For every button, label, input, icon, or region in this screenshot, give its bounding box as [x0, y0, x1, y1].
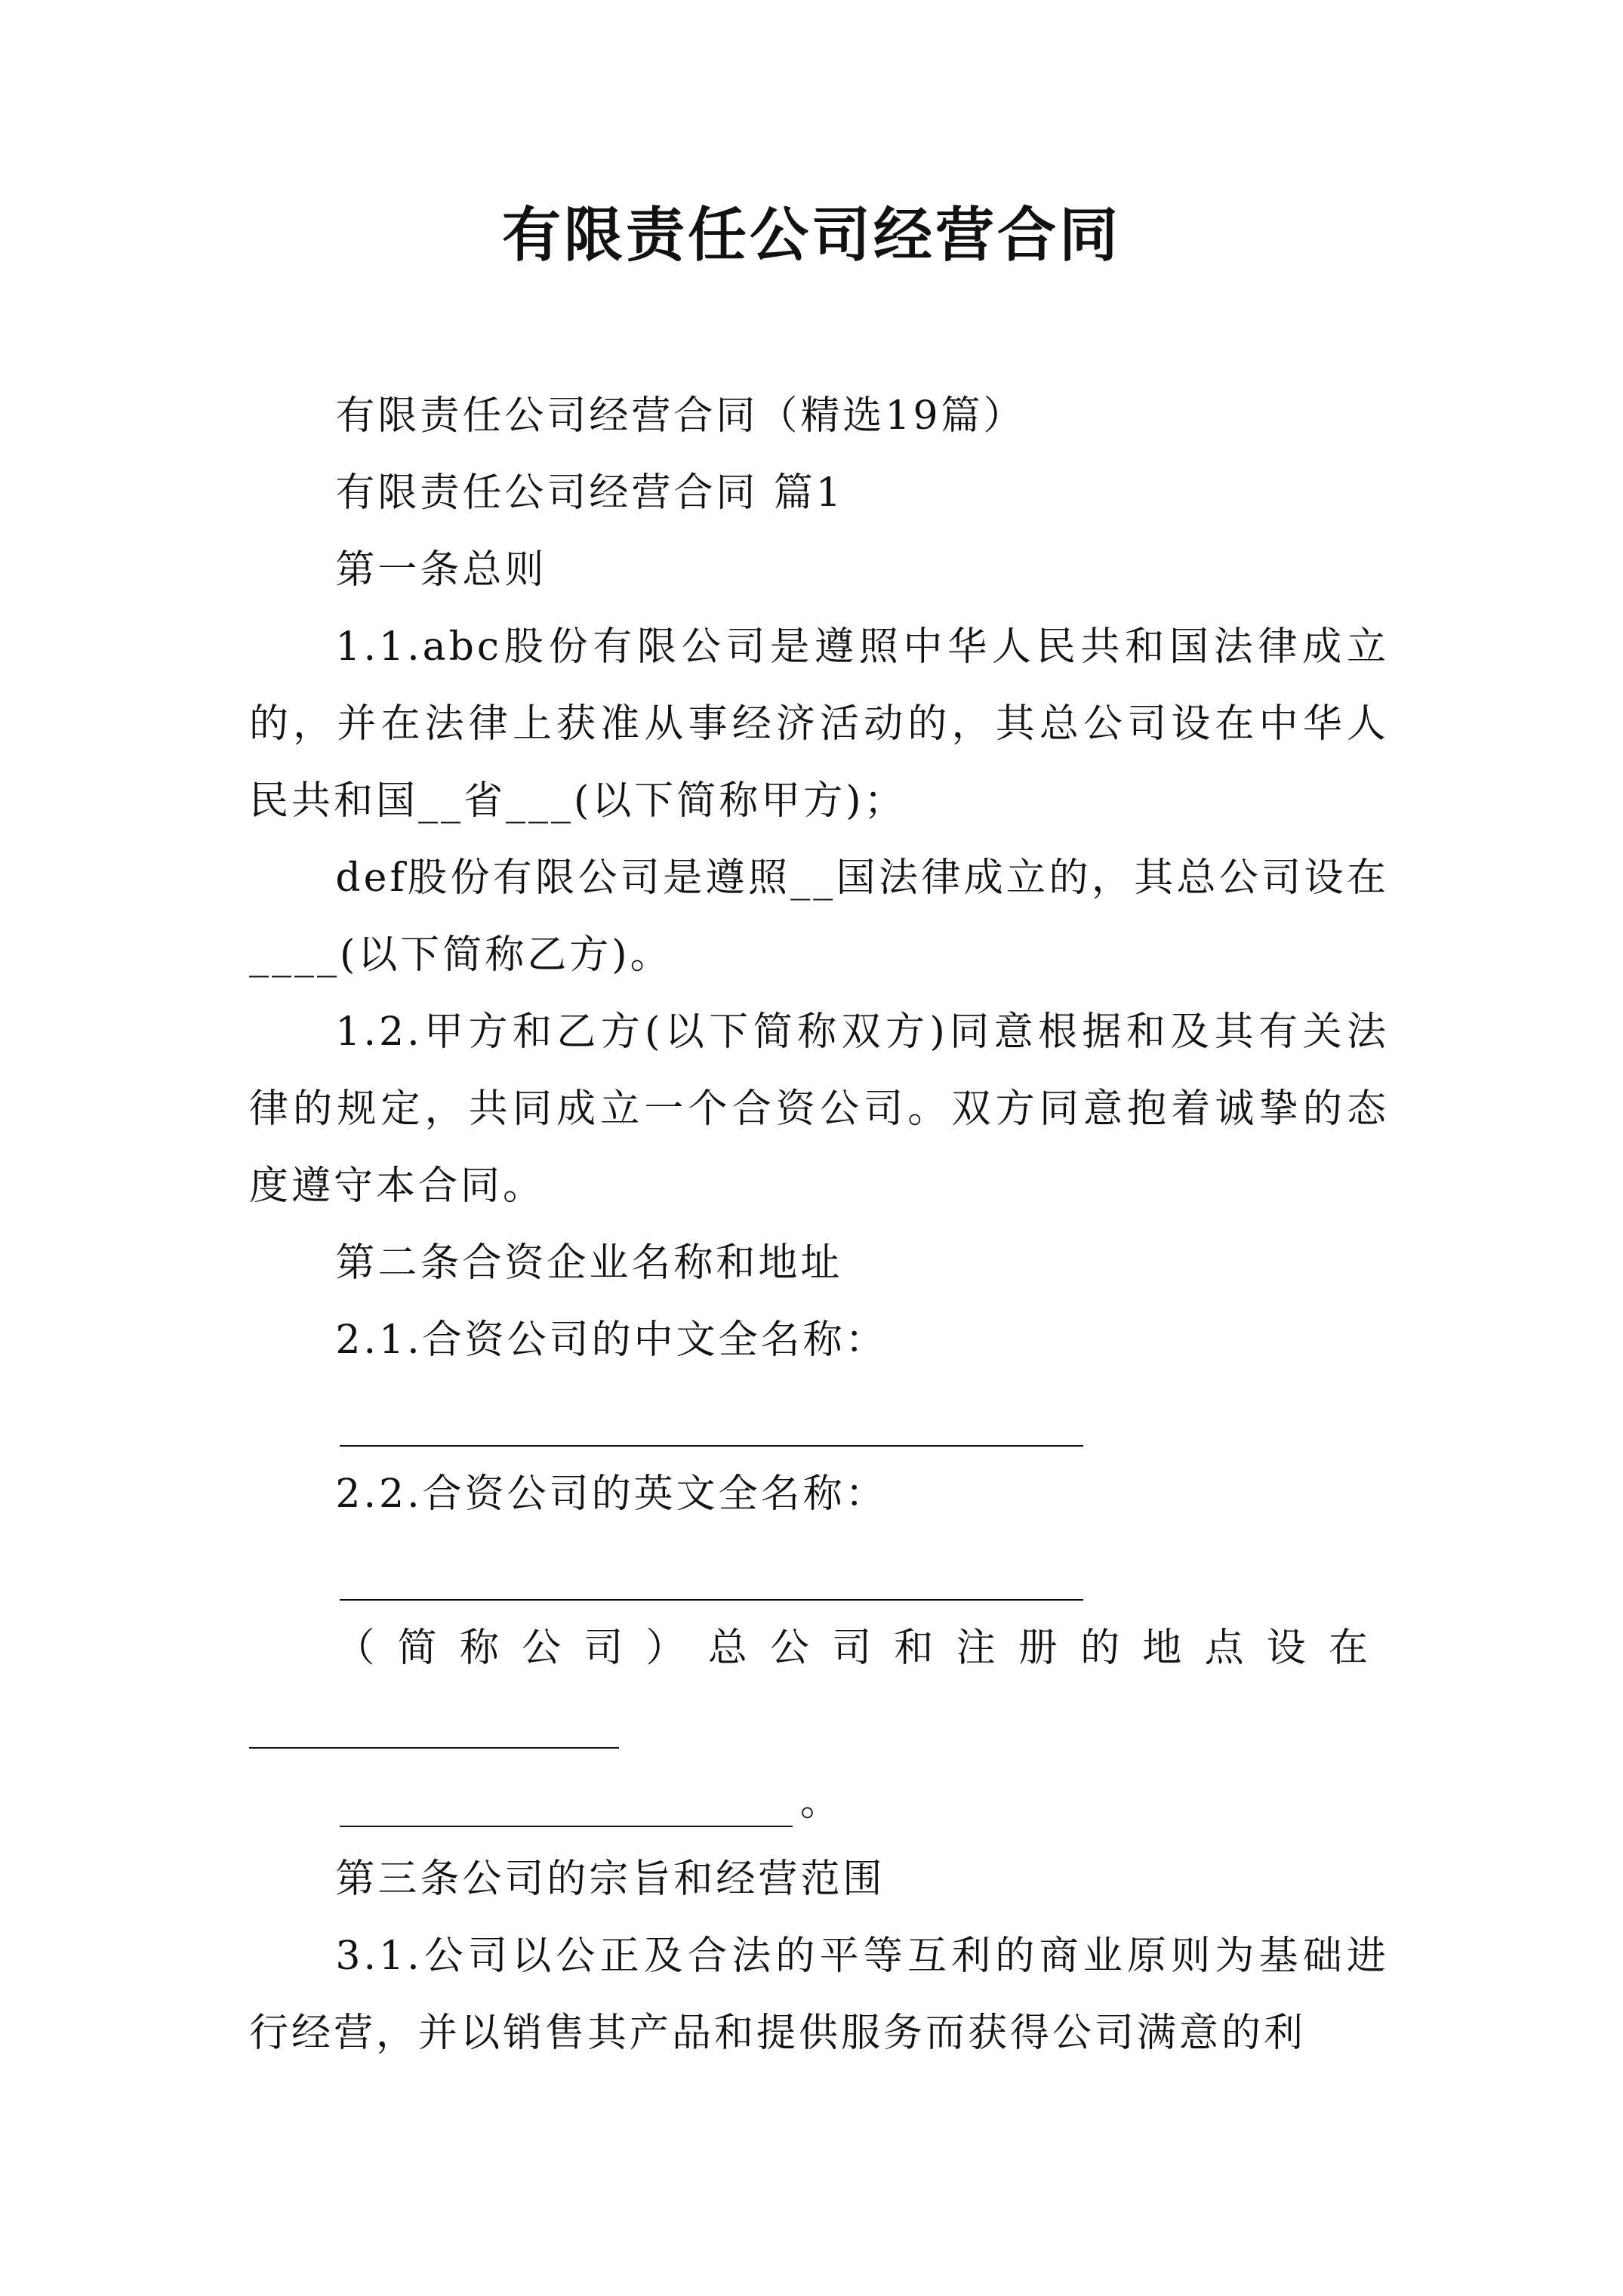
paragraph-section-heading: 有限责任公司经营合同 篇1 [335, 470, 845, 516]
paragraph-1-1: 1.1.abc股份有限公司是遵照中华人民共和国法律成立的，并在法律上获准从事经济活动的，其总公司设在中华人民共和国__省___(以下简称甲方)； [249, 624, 1389, 824]
paragraph-2-1: 2.1.合资公司的中文全名称： [335, 1318, 888, 1363]
blank-line-address-2 [249, 1764, 1389, 1841]
underline-address-2 [340, 1826, 793, 1827]
paragraph-2-2: 2.2.合资公司的英文全名称： [335, 1472, 888, 1517]
paragraph-article-3: 第三条公司的宗旨和经营范围 [335, 1857, 885, 1902]
blank-line-english-name [249, 1533, 1389, 1610]
underline-address-1 [249, 1747, 619, 1749]
underline-english-name [340, 1599, 1083, 1601]
document-title: 有限责任公司经营合同 [501, 201, 1121, 270]
paragraph-registered-address: （简称公司）总公司和注册的地点设在 [335, 1626, 1389, 1671]
document-body [249, 378, 1389, 2072]
paragraph-1-2: 1.2.甲方和乙方(以下简称双方)同意根据和及其有关法律的规定，共同成立一个合资公司。双方同意抱着诚挚的态度遵守本合同。 [249, 1009, 1389, 1209]
paragraph-article-2: 第二条合资企业名称和地址 [335, 1240, 843, 1286]
paragraph-article-1: 第一条总则 [335, 547, 547, 593]
paragraph-3-1: 3.1.公司以公正及合法的平等互利的商业原则为基础进行经营，并以销售其产品和提供服务而获得公司满意的利 [249, 1934, 1389, 2056]
underline-chinese-name [340, 1445, 1083, 1447]
blank-line-chinese-name [249, 1379, 1389, 1456]
blank-line-address-1 [249, 1687, 1389, 1764]
paragraph-subtitle: 有限责任公司经营合同（精选19篇） [335, 393, 1026, 439]
paragraph-party-b: def股份有限公司是遵照__国法律成立的，其总公司设在____(以下简称乙方)。 [249, 855, 1389, 978]
address-end-punctuation: 。 [800, 1780, 843, 1825]
